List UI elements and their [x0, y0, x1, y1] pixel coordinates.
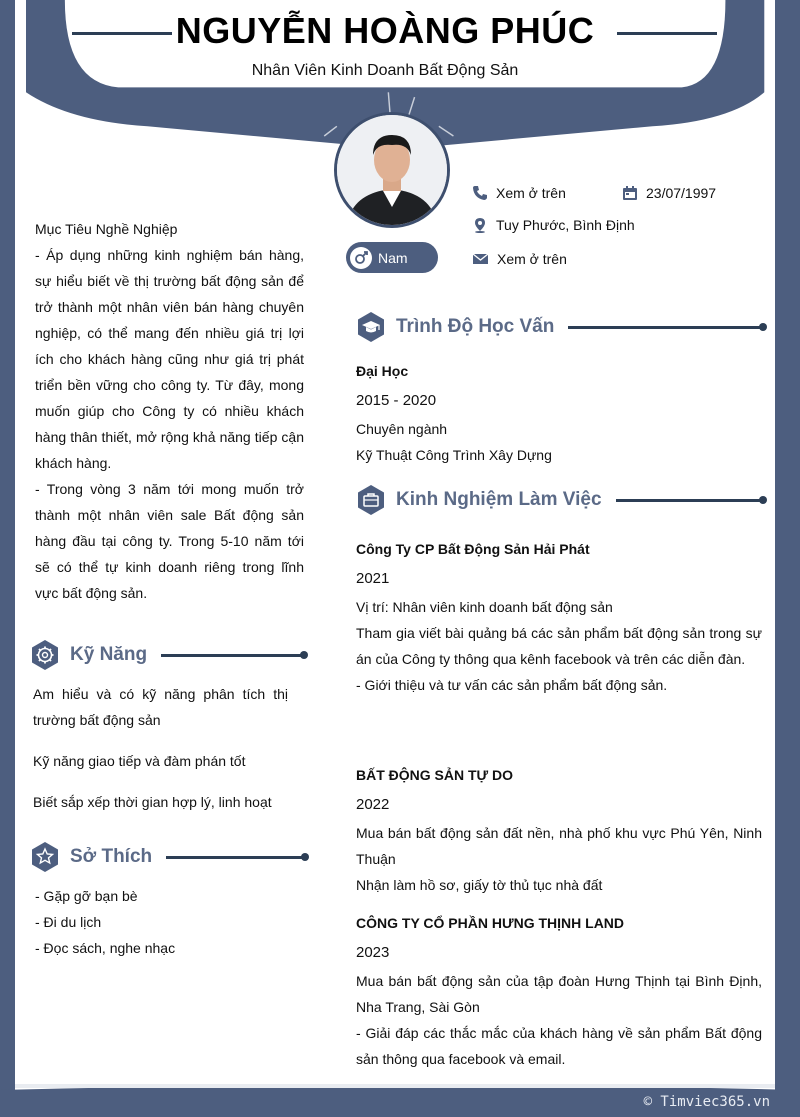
job-description: - Giải đáp các thắc mắc của khách hàng về sản phẩm Bất động sản thông qua facebook và email.	[356, 1025, 762, 1067]
experience-job	[356, 764, 762, 898]
objective-paragraph-1: - Áp dụng những kinh nghiệm bán hàng, sự hiểu biết về thị trường bất động sản để trở thành một nhân viên bán hàng chuyên nghiệp, có thể mang đến nhiều giá trị lợi ích cho khách hàng cũng như giá trị phát triển bền vững cho công ty. Từ đây, mong muốn giúp cho Công ty có nhiều khách hàng thân thiết, mở rộng khả năng tiếp cận khách hàng.	[35, 247, 304, 471]
hobby-item: - Gặp gỡ bạn bè	[35, 888, 138, 904]
address-value: Tuy Phước, Bình Định	[496, 217, 635, 233]
education-divider	[568, 326, 764, 329]
skill-item: Biết sắp xếp thời gian hợp lý, linh hoạt	[33, 794, 272, 810]
job-company: Công Ty CP Bất Động Sản Hải Phát	[356, 541, 590, 557]
objective-title: Mục Tiêu Nghề Nghiệp	[35, 221, 178, 237]
hobby-item: - Đi du lịch	[35, 914, 102, 930]
experience-title: Kinh Nghiệm Làm Việc	[396, 489, 602, 510]
mail-icon	[472, 252, 489, 266]
job-description: Mua bán bất động sản đất nền, nhà phố khu vực Phú Yên, Ninh Thuận	[356, 825, 762, 867]
job-year: 2022	[356, 796, 390, 813]
education-years: 2015 - 2020	[356, 392, 437, 409]
job-description: Mua bán bất động sản của tập đoàn Hưng Thịnh tại Bình Định, Nha Trang, Sài Gòn	[356, 973, 762, 1015]
objective-section	[35, 216, 304, 606]
education-school: Đại Học	[356, 363, 409, 379]
job-description: Tham gia viết bài quảng bá các sản phẩm bất động sản trong sự án của Công ty thông qua kênh facebook và trên các diễn đàn.	[356, 625, 762, 667]
education-header	[356, 312, 764, 342]
job-description: - Giới thiệu và tư vấn các sản phẩm bất động sản.	[356, 677, 668, 693]
briefcase-icon	[356, 485, 386, 515]
hobby-item: - Đọc sách, nghe nhạc	[35, 940, 176, 956]
graduation-cap-icon	[356, 312, 386, 342]
skills-header	[30, 640, 305, 670]
avatar	[334, 112, 450, 228]
skills-divider	[161, 654, 305, 657]
gender-icon	[350, 247, 372, 269]
job-company: CÔNG TY CỔ PHẦN HƯNG THỊNH LAND	[356, 915, 625, 931]
phone-value: Xem ở trên	[496, 185, 566, 201]
avatar-photo	[337, 115, 447, 225]
contact-phone	[472, 185, 566, 201]
education-title: Trình Độ Học Vấn	[396, 316, 555, 337]
education-content	[356, 360, 762, 468]
gear-icon	[30, 640, 60, 670]
job-position: Vị trí: Nhân viên kinh doanh bất động sản	[356, 599, 613, 615]
email-value: Xem ở trên	[497, 251, 567, 267]
experience-header	[356, 485, 764, 515]
candidate-role: Nhân Viên Kinh Doanh Bất Động Sản	[251, 62, 519, 79]
gender-badge	[346, 242, 438, 273]
contact-birthday	[622, 185, 716, 201]
contact-address	[472, 217, 635, 233]
birthday-value: 23/07/1997	[646, 185, 717, 201]
skill-item: Am hiểu và có kỹ năng phân tích thị trường bất động sản	[33, 686, 288, 728]
footer-watermark: © Timviec365.vn	[643, 1094, 770, 1110]
objective-paragraph-2: - Trong vòng 3 năm tới mong muốn trở thành một nhân viên sale Bất động sản hàng đầu tại công ty. Trong 5-10 năm tới sẽ có thể tự kinh doanh riêng trong lĩnh vực bất động sản.	[35, 481, 304, 601]
location-icon	[472, 217, 488, 233]
education-major: Kỹ Thuật Công Trình Xây Dựng	[356, 447, 552, 463]
experience-job	[356, 538, 762, 698]
skills-title: Kỹ Năng	[70, 644, 148, 665]
hobbies-divider	[166, 856, 306, 859]
candidate-name: NGUYỄN HOÀNG PHÚC	[175, 10, 595, 51]
job-year: 2023	[356, 944, 390, 961]
gender-value: Nam	[378, 249, 408, 266]
calendar-icon	[622, 185, 638, 201]
job-year: 2021	[356, 570, 390, 587]
skill-item: Kỹ năng giao tiếp và đàm phán tốt	[33, 753, 246, 769]
job-description: Nhận làm hồ sơ, giấy tờ thủ tục nhà đất	[356, 877, 603, 893]
experience-divider	[616, 499, 764, 502]
star-icon	[30, 842, 60, 872]
education-major-label: Chuyên ngành	[356, 421, 448, 437]
hobbies-header	[30, 842, 306, 872]
experience-job	[356, 912, 762, 1072]
phone-icon	[472, 185, 488, 201]
job-company: BẤT ĐỘNG SẢN TỰ DO	[356, 767, 514, 783]
hobbies-title: Sở Thích	[70, 846, 153, 867]
contact-email	[472, 251, 567, 267]
